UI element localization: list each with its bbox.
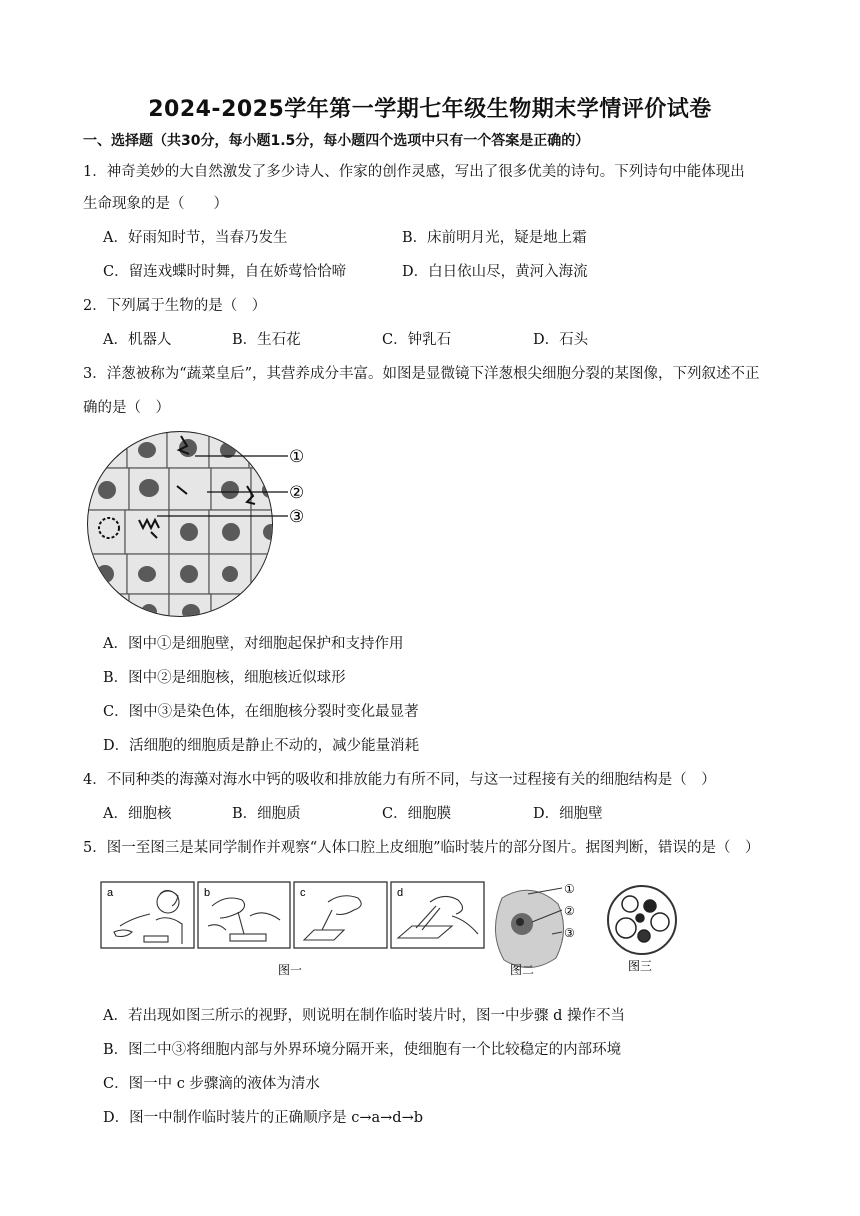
caption-figure-1: 图一 xyxy=(277,963,303,977)
caption-figure-3: 图三 xyxy=(627,959,653,973)
q2-option-c: C．钟乳石 xyxy=(382,332,452,348)
svg-text:b: b xyxy=(204,887,211,899)
question-2-stem: 2．下列属于生物的是（ ） xyxy=(83,298,267,314)
question-3-stem: 3．洋葱被称为“蔬菜皇后”，其营养成分丰富。如图是显微镜下洋葱根尖细胞分裂的某图像，下列叙述不正 xyxy=(83,366,760,382)
svg-text:c: c xyxy=(300,887,306,899)
q1-option-b: B．床前明月光，疑是地上霜 xyxy=(402,230,587,246)
svg-text:d: d xyxy=(397,887,404,899)
cell-label-1: ① xyxy=(564,882,575,896)
svg-text:a: a xyxy=(107,887,114,899)
q4-option-a: A．细胞核 xyxy=(103,806,172,822)
figure-label-1: ① xyxy=(289,447,305,466)
slide-preparation-figures xyxy=(100,876,690,982)
q1-option-c: C．留连戏蝶时时舞，自在娇莺恰恰啼 xyxy=(103,264,347,280)
q5-option-b: B．图二中③将细胞内部与外界环境分隔开来，使细胞有一个比较稳定的内部环境 xyxy=(103,1042,622,1058)
question-1-stem-cont: 生命现象的是（ ） xyxy=(83,196,228,212)
question-5-stem: 5．图一至图三是某同学制作并观察“人体口腔上皮细胞”临时装片的部分图片。据图判断，错误的是（ ） xyxy=(83,840,760,856)
q3-option-c: C．图中③是染色体，在细胞核分裂时变化最显著 xyxy=(103,704,419,720)
caption-figure-2: 图二 xyxy=(509,963,535,977)
q3-option-b: B．图中②是细胞核，细胞核近似球形 xyxy=(103,670,346,686)
cell-label-3: ③ xyxy=(564,926,575,940)
figure-label-2: ② xyxy=(289,483,305,502)
q4-option-b: B．细胞质 xyxy=(232,806,301,822)
q4-option-c: C．细胞膜 xyxy=(382,806,452,822)
q4-option-d: D．细胞壁 xyxy=(533,806,603,822)
question-4-stem: 4．不同种类的海藻对海水中钙的吸收和排放能力有所不同，与这一过程接有关的细胞结构是（ ） xyxy=(83,772,716,788)
q5-option-a: A．若出现如图三所示的视野，则说明在制作临时装片时，图一中步骤 d 操作不当 xyxy=(103,1008,625,1024)
q5-option-d: D．图一中制作临时装片的正确顺序是 c→a→d→b xyxy=(103,1110,424,1126)
cell-label-2: ② xyxy=(564,904,575,918)
q3-option-a: A．图中①是细胞壁，对细胞起保护和支持作用 xyxy=(103,636,404,652)
q2-option-d: D．石头 xyxy=(533,332,589,348)
q2-option-a: A．机器人 xyxy=(103,332,172,348)
figure-label-3: ③ xyxy=(289,507,305,526)
q3-option-d: D．活细胞的细胞质是静止不动的，减少能量消耗 xyxy=(103,738,420,754)
onion-root-tip-micrograph xyxy=(85,428,325,624)
q2-option-b: B．生石花 xyxy=(232,332,301,348)
q1-option-d: D．白日依山尽，黄河入海流 xyxy=(402,264,588,280)
panel-b xyxy=(198,882,290,948)
q1-option-a: A．好雨知时节，当春乃发生 xyxy=(103,230,288,246)
question-3-stem-cont: 确的是（ ） xyxy=(83,400,170,416)
page-title: 2024-2025学年第一学期七年级生物期末学情评价试卷 xyxy=(148,97,712,122)
section-heading: 一、选择题（共30分，每小题1.5分，每小题四个选项中只有一个答案是正确的） xyxy=(83,133,590,149)
question-1-stem: 1．神奇美妙的大自然激发了多少诗人、作家的创作灵感，写出了很多优美的诗句。下列诗句中能体现出 xyxy=(83,164,745,180)
q5-option-c: C．图一中 c 步骤滴的液体为清水 xyxy=(103,1076,320,1092)
